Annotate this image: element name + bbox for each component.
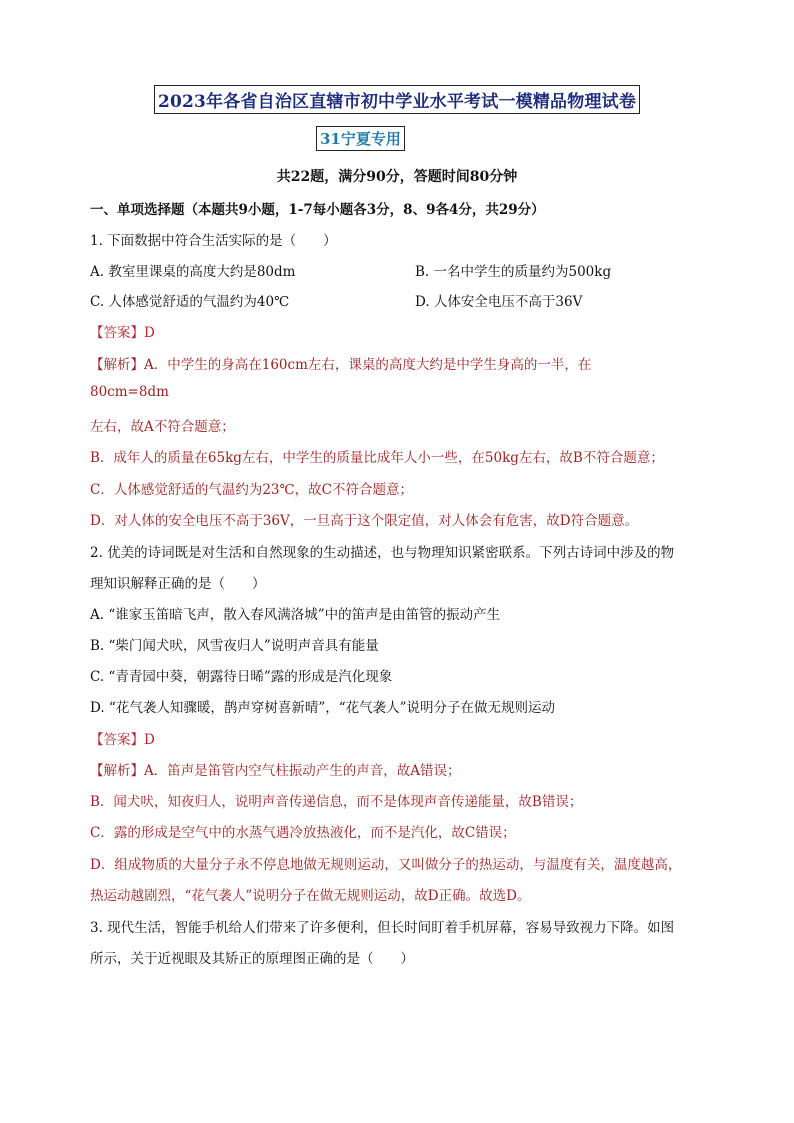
q2-explanation-2: B．闻犬吠，知夜归人，说明声音传递信息，而不是体现声音传递能量，故B错误； bbox=[90, 794, 583, 810]
q1-option-b: B. 一名中学生的质量约为500kg bbox=[415, 264, 612, 280]
paper-title: 2023年各省自治区直辖市初中学业水平考试一模精品物理试卷 bbox=[154, 85, 640, 114]
q1-option-c: C. 人体感觉舒适的气温约为40℃ bbox=[90, 294, 290, 310]
q2-stem-line-2: 理知识解释正确的是（ ） bbox=[90, 576, 266, 592]
q3-stem-line-2: 所示，关于近视眼及其矫正的原理图正确的是（ ） bbox=[90, 951, 414, 967]
paper-subtitle: 31宁夏专用 bbox=[316, 126, 405, 151]
q1-explanation-3: 左右，故A不符合题意； bbox=[90, 419, 235, 435]
q1-explanation-2: 80cm=8dm bbox=[90, 384, 169, 400]
q2-option-d: D. “花气袭人知骤暖，鹊声穿树喜新晴”，“花气袭人”说明分子在做无规则运动 bbox=[90, 700, 556, 716]
q1-explanation-4: B．成年人的质量在65kg左右，中学生的质量比成年人小一些，在50kg左右，故B不符合题意； bbox=[90, 450, 664, 466]
q2-stem-line-1: 2. 优美的诗词既是对生活和自然现象的生动描述，也与物理知识紧密联系。下列古诗词中涉及的物 bbox=[90, 545, 675, 561]
q2-explanation-5: 热运动越剧烈，“花气袭人”说明分子在做无规则运动，故D正确。故选D。 bbox=[90, 888, 531, 904]
q1-answer: 【答案】D bbox=[90, 325, 155, 341]
q1-explanation-6: D．对人体的安全电压不高于36V，一旦高于这个限定值，对人体会有危害，故D符合题意。 bbox=[90, 513, 639, 529]
q2-explanation-4: D．组成物质的大量分子永不停息地做无规则运动，又叫做分子的热运动，与温度有关，温度越高， bbox=[90, 857, 682, 873]
q2-option-a: A. “谁家玉笛暗飞声，散入春风满洛城”中的笛声是由笛管的振动产生 bbox=[90, 607, 501, 623]
q1-option-d: D. 人体安全电压不高于36V bbox=[415, 294, 583, 310]
subtitle-container bbox=[316, 126, 405, 151]
q2-option-b: B. “柴门闻犬吠，风雪夜归人”说明声音具有能量 bbox=[90, 638, 379, 654]
q1-explanation-1: 【解析】A．中学生的身高在160cm左右，课桌的高度大约是中学生身高的一半，在 bbox=[90, 357, 592, 373]
q2-option-c: C. “青青园中葵，朝露待日晞”露的形成是汽化现象 bbox=[90, 669, 393, 685]
q3-stem-line-1: 3. 现代生活，智能手机给人们带来了许多便利，但长时间盯着手机屏幕，容易导致视力下降。如图 bbox=[90, 920, 675, 936]
q1-explanation-5: C．人体感觉舒适的气温约为23℃，故C不符合题意； bbox=[90, 482, 413, 498]
q1-option-a: A. 教室里课桌的高度大约是80dm bbox=[90, 264, 296, 280]
q1-stem: 1. 下面数据中符合生活实际的是（ ） bbox=[90, 233, 337, 249]
q2-explanation-3: C．露的形成是空气中的水蒸气遇冷放热液化，而不是汽化，故C错误； bbox=[90, 825, 516, 841]
section-heading: 一、单项选择题（本题共9小题，1-7每小题各3分，8、9各4分，共29分） bbox=[90, 202, 545, 218]
q2-answer: 【答案】D bbox=[90, 732, 155, 748]
exam-summary: 共22题，满分90分，答题时间80分钟 bbox=[276, 169, 518, 185]
q2-explanation-1: 【解析】A．笛声是笛管内空气柱振动产生的声音，故A错误； bbox=[90, 763, 461, 779]
title-container bbox=[0, 85, 794, 114]
